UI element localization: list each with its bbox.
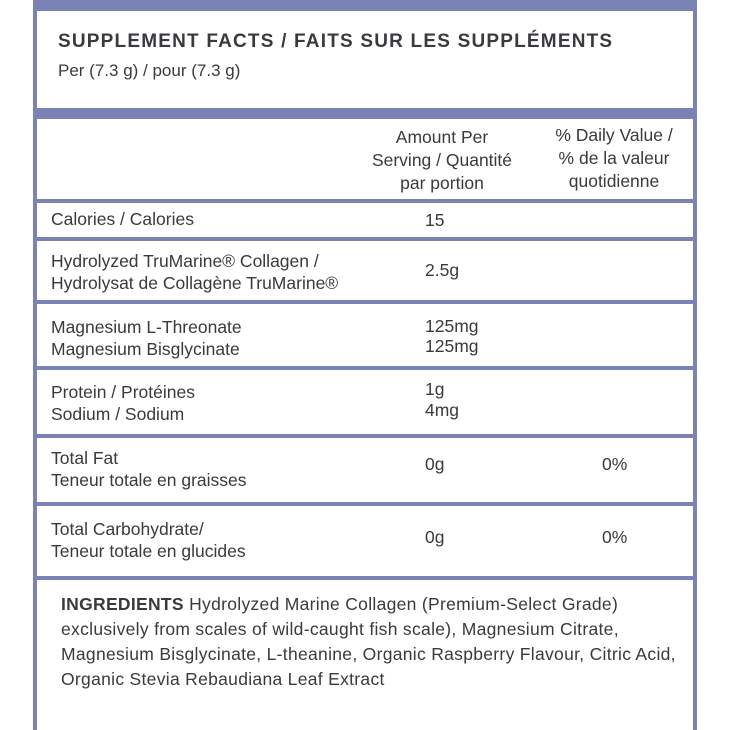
nutrient-amount: 0g [425, 454, 445, 474]
nutrient-amount: 2.5g [425, 260, 460, 280]
amount-column-header: Amount Per Serving / Quantité par portion [371, 127, 513, 193]
nutrient-amount: 1g 4mg [425, 379, 460, 420]
nutrient-name: Total Carbohydrate/ Teneur totale en glucides [51, 519, 246, 561]
nutrient-name: Hydrolyzed TruMarine® Collagen / Hydrolysat de Collagène TruMarine® [51, 251, 339, 293]
nutrient-name: Total Fat Teneur totale en graisses [51, 448, 247, 490]
facts-header [37, 11, 693, 108]
nutrient-amount: 0g [425, 527, 445, 547]
serving-size: Per (7.3 g) / pour (7.3 g) [58, 61, 241, 80]
table-row [37, 203, 693, 237]
nutrient-name: Magnesium L-Threonate Magnesium Bisglycinate [51, 317, 242, 359]
ingredients-list: Hydrolyzed Marine Collagen (Premium-Select Grade) exclusively from scales of wild-caught fish scale), Magnesium Citrate, Magnesium Bisglycinate, L-theanine, Organic Raspberry Flavour, Citric Acid, Organic Stevia Rebaudiana Leaf Extract [61, 594, 676, 689]
daily-value: 0% [602, 454, 628, 474]
supplement-facts-panel [33, 0, 697, 730]
table-row [37, 304, 693, 366]
column-header-row [37, 119, 693, 199]
table-row [37, 506, 693, 576]
ingredients-text [61, 592, 681, 692]
nutrient-name: Calories / Calories [51, 209, 194, 229]
ingredients-section [37, 580, 693, 730]
ingredients-label: INGREDIENTS [61, 594, 184, 614]
nutrient-amount: 15 [425, 210, 445, 230]
nutrient-amount: 125mg 125mg [425, 316, 479, 356]
table-row [37, 438, 693, 502]
daily-value: 0% [602, 527, 628, 547]
daily-value-column-header: % Daily Value / % de la valeur quotidienne [555, 125, 673, 191]
table-row [37, 370, 693, 434]
nutrient-name: Protein / Protéines Sodium / Sodium [51, 382, 195, 424]
panel-title: SUPPLEMENT FACTS / FAITS SUR LES SUPPLÉMENTS [58, 31, 614, 52]
table-row [37, 241, 693, 300]
